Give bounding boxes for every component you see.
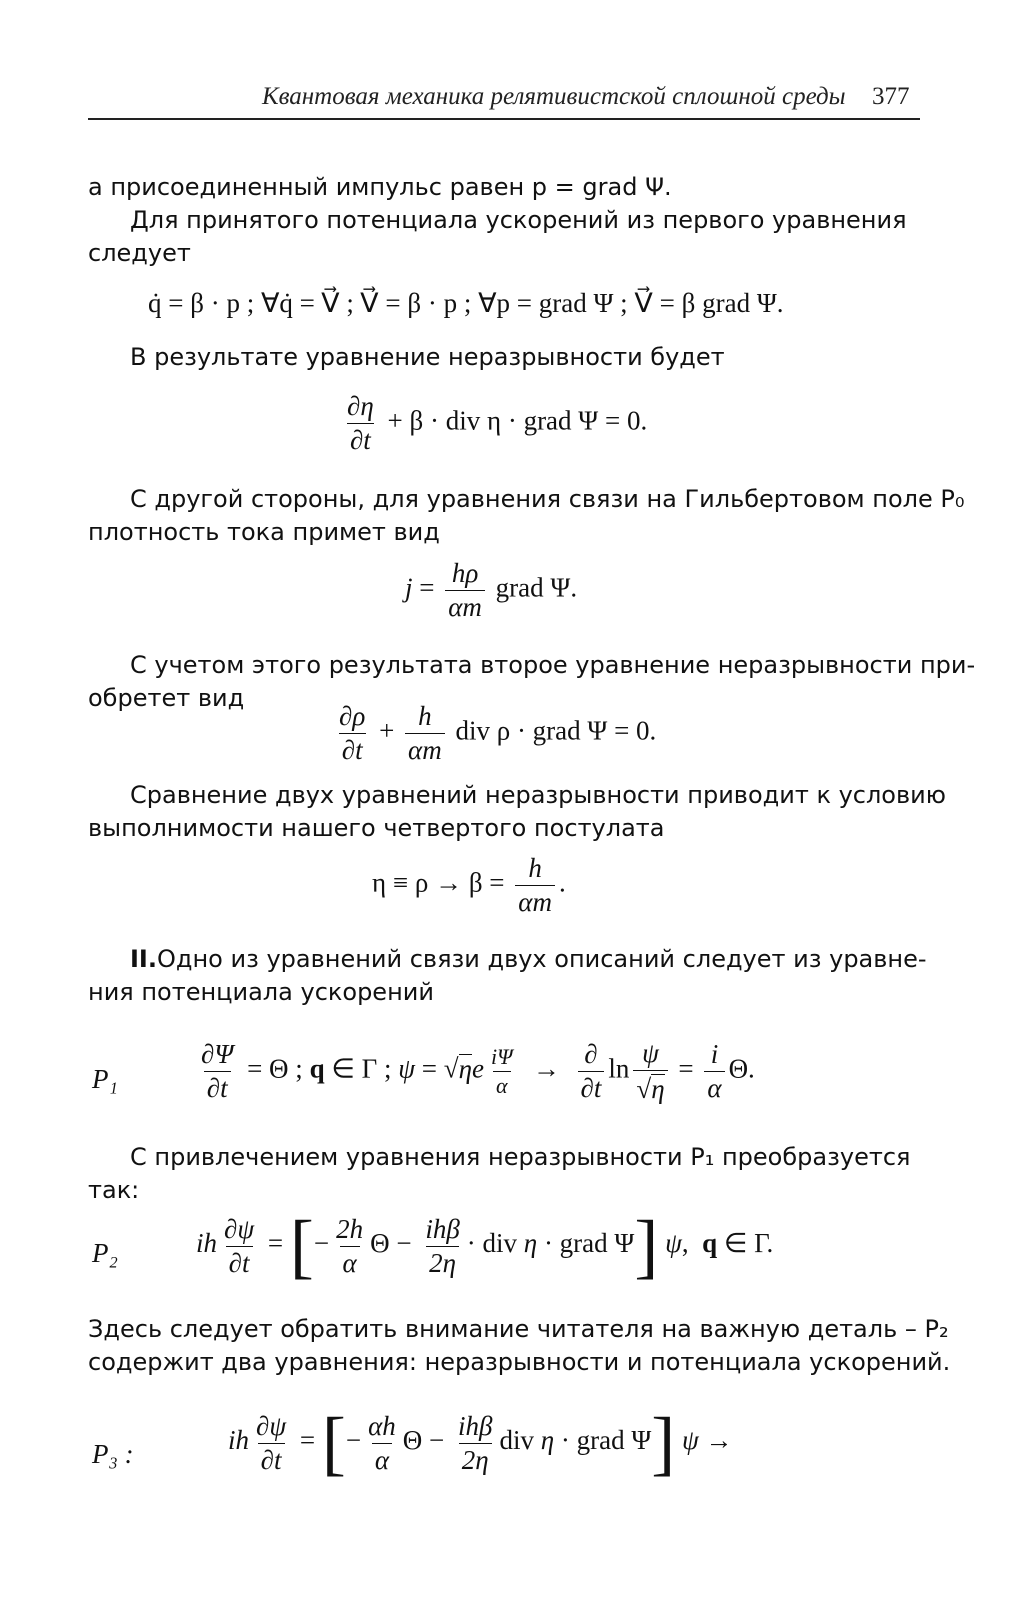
text-line: а присоединенный импульс равен p = grad Ψ. [88,173,672,201]
text-line: ния потенциала ускорений [88,978,434,1006]
text-span: Одно из уравнений связи двух описаний следует из уравне- [156,945,927,973]
text-line: Сравнение двух уравнений неразрывности приводит к условию [130,781,946,809]
equation-p1 [88,1030,928,1120]
equation-lhs: η ≡ ρ → β = [372,867,505,898]
text-line: Для принятого потенциала ускорений из первого уравнения [130,206,907,234]
fraction: $\frac{\partial\psi}{\partial t}$ [256,1410,287,1475]
equation-rest: grad Ψ. [495,572,578,603]
text-line: С другой стороны, для уравнения связи на Гильбертовом поле P₀ [130,485,965,513]
fraction: $\frac{\partial\rho}{\partial t}$ [339,701,366,765]
fraction: $\frac{\partial}{\partial t}$ [578,1041,605,1102]
equation-accelerations: q̇ = β · p ; ∀q̇ = V⃗ ; V⃗ = β · p ; ∀p = grad Ψ ; V⃗ = β grad Ψ. [148,288,784,318]
fraction: $\frac{\psi}{√\eta}$ [633,1040,667,1103]
text-line: плотность тока примет вид [88,518,440,546]
equation-label: P₁ [92,1064,118,1094]
text-line [88,942,970,976]
equation-rest: div ρ · grad Ψ = 0. [455,715,657,746]
equation-label: P₂ [92,1238,118,1268]
header-rule [88,118,920,120]
equation-p3 [88,1405,928,1505]
equation-rest: + β · div η · grad Ψ = 0. [387,405,648,436]
fraction: $\frac{\partial\eta}{\partial t}$ [347,391,374,455]
fraction: $\frac{h}{\alpha m}$ [515,855,555,916]
fraction: $\frac{i}{\alpha}$ [704,1041,724,1102]
equation-body: ih $\frac{\partial\psi}{\partial t}$ = [− $\frac{2h}{\alpha}$ Θ − $\frac{\text{ihβ}}{2\eta}$ · div η · grad Ψ] ψ, q ∈ Γ. [196,1206,774,1286]
fraction: $\frac{\alpha h}{\alpha}$ [368,1410,396,1475]
equation-continuity-1 [340,393,647,454]
text-line: С привлечением уравнения неразрывности P₁ преобразуется [130,1143,911,1171]
text-line: содержит два уравнения: неразрывности и потенциала ускорений. [88,1348,951,1376]
text-line: Здесь следует обратить внимание читателя на важную деталь – P₂ [88,1315,949,1343]
symbol-j: j [405,572,413,603]
equation-current-density: j = $\frac{h\rho}{\alpha m}$ grad Ψ. [405,558,578,622]
section-number: II. [130,945,157,973]
equation-body: ih $\frac{\partial\psi}{\partial t}$ = [− $\frac{\alpha h}{\alpha}$ Θ − $\frac{\text{ihβ}}{2\eta}$ div η · grad Ψ] ψ → [228,1403,733,1483]
fraction: $\frac{\text{ihβ}}{2\eta}$ [425,1213,460,1278]
text-line: С учетом этого результата второе уравнение неразрывности при- [130,651,976,679]
fraction-exponent: $\frac{i\Psi}{\alpha}$ [490,1043,513,1098]
equation-postulate: η ≡ ρ → β = $\frac{h}{\alpha m}$ . [372,853,566,917]
equation-label: P₃ : [92,1439,134,1469]
fraction: $\frac{2h}{\alpha}$ [336,1213,364,1278]
fraction: $\frac{\partial\psi}{\partial t}$ [224,1213,255,1278]
page-number: 377 [872,83,910,110]
text-line: следует [88,239,191,267]
equation-p2 [88,1206,928,1300]
text-line: обретет вид [88,684,245,712]
text-line: В результате уравнение неразрывности будет [130,343,725,371]
equation-continuity-2: $\frac{\partial\rho}{\partial t}$ + $\frac{h}{\alpha m}$ div ρ · grad Ψ = 0. [332,703,656,764]
text-line: выполнимости нашего четвертого постулата [88,814,665,842]
fraction: $\frac{\text{ihβ}}{2\eta}$ [458,1410,493,1475]
text-line: так: [88,1176,140,1204]
running-title: Квантовая механика релятивистской сплошной среды [262,83,846,110]
fraction: $\frac{h}{\alpha m}$ [405,703,445,764]
fraction: $\frac{\partial\Psi}{\partial t}$ [201,1039,234,1103]
fraction: $\frac{h\rho}{\alpha m}$ [445,560,485,621]
equation-body: $\frac{\partial\Psi}{\partial t}$ = Θ ; q ∈ Γ ; ψ = √ηe $\frac{i\Psi}{\alpha}$ → $\frac{\partial}{\partial t}$ ln $\frac{\psi}{√\eta}$ = $\frac{i}{\alpha}$ Θ. [194,1040,755,1103]
